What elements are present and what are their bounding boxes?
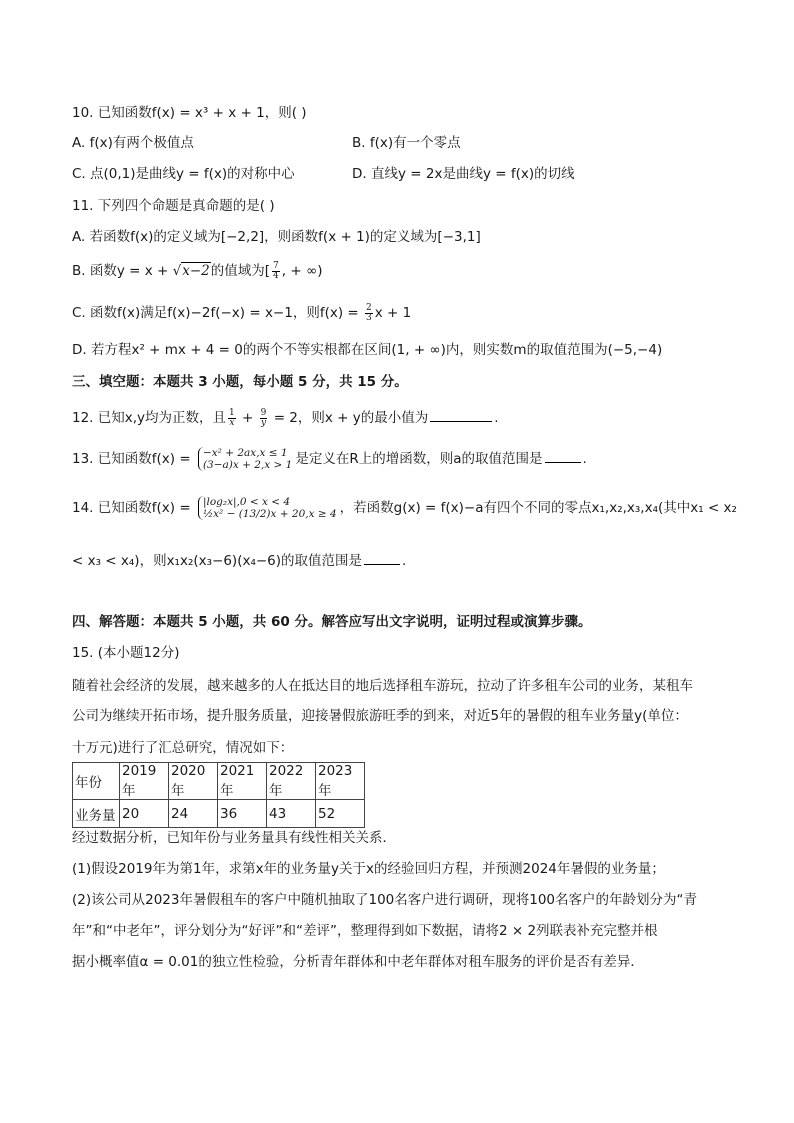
q10-option-b: B. f(x)有一个零点: [352, 135, 461, 151]
q15-paragraph-3: 十万元)进行了汇总研究，情况如下：: [72, 740, 294, 756]
table-cell: 43: [267, 800, 316, 828]
q12-text: 12. 已知x,y均为正数，且: [72, 410, 227, 426]
q14-text3: < x₃ < x₄)，则x₁x₂(x₃−6)(x₄−6)的取值范围是: [72, 553, 363, 569]
q12-fraction-1: [228, 409, 236, 428]
q10-option-d: D. 直线y = 2x是曲线y = f(x)的切线: [352, 166, 575, 182]
table-cell: 年份: [73, 763, 120, 800]
q13-end: .: [582, 451, 587, 467]
table-cell: 24: [169, 800, 218, 828]
numerator: 2: [366, 302, 372, 313]
q15-subquestion-2-line3: 据小概率值α = 0.01的独立性检验，分析青年群体和中老年群体对租车服务的评价是否有差异．: [72, 954, 644, 970]
q13-answer-blank[interactable]: [545, 448, 581, 463]
q14-text2: ，若函数g(x) = f(x)−a有四个不同的零点x₁,x₂,x₃,x₄(其中x₁ < x₂: [339, 500, 737, 516]
q14-answer-blank[interactable]: [364, 550, 400, 565]
q11-stem: 11. 下列四个命题是真命题的是( ): [72, 198, 275, 214]
q11-c-fraction: [365, 304, 373, 323]
rental-business-table: [72, 762, 365, 828]
table-row: [73, 800, 365, 828]
table-cell: 20: [120, 800, 169, 828]
q10-stem: 10. 已知函数f(x) = x³ + x + 1，则( ): [72, 105, 307, 121]
q11-b-text2: 的值域为[: [210, 263, 271, 279]
table-cell: 业务量: [73, 800, 120, 828]
denominator: x: [229, 417, 235, 428]
q11-b-end: , + ∞): [281, 263, 323, 279]
q11-option-c: [72, 303, 411, 323]
q14-text: 14. 已知函数f(x) =: [72, 500, 195, 516]
q15-subquestion-2-line2: 年”和“中老年”，评分划分为“好评”和“差评”，整理得到如下数据，请将2 × 2列联表补充完整并根: [72, 923, 658, 939]
q12-text2: = 2，则x + y的最小值为: [269, 410, 429, 426]
q14-line2: [72, 550, 406, 571]
q13: [72, 447, 587, 471]
table-cell: 2022年: [267, 763, 316, 800]
q11-b-sqrt: x−2: [182, 263, 210, 279]
table-cell: 2023年: [316, 763, 365, 800]
table-cell: 52: [316, 800, 365, 828]
q11-c-text: C. 函数f(x)满足f(x)−2f(−x) = x−1，则f(x) =: [72, 305, 364, 321]
case-1: |log₂x|,0 < x < 4: [202, 496, 291, 508]
q12: [72, 407, 499, 428]
case-2: ½x² − (13/2)x + 20,x ≥ 4: [202, 508, 337, 520]
q11-option-d: D. 若方程x² + mx + 4 = 0的两个不等实根都在区间(1, + ∞)内，则实数m的取值范围为(−5,−4): [72, 342, 663, 358]
q12-end: .: [494, 410, 499, 426]
q10-option-a: A. f(x)有两个极值点: [72, 135, 194, 151]
q12-fraction-2: [260, 409, 268, 428]
q13-piecewise: [198, 447, 292, 471]
numerator: 7: [273, 260, 279, 271]
table-cell: 2020年: [169, 763, 218, 800]
case-1: −x² + 2ax,x ≤ 1: [202, 447, 288, 459]
q11-option-b: B. 函数y = x + √x−2的值域为[ $\frac{7}{4}$ , + ∞): [72, 260, 323, 281]
denominator: 4: [273, 270, 279, 281]
table-cell: 2021年: [218, 763, 267, 800]
q12-answer-blank[interactable]: [430, 407, 492, 422]
q15-paragraph-4: 经过数据分析，已知年份与业务量具有线性相关关系．: [72, 830, 396, 846]
q14-end: .: [402, 553, 407, 569]
denominator: 3: [366, 312, 372, 323]
q15-paragraph-1: 随着社会经济的发展，越来越多的人在抵达目的地后选择租车游玩，拉动了许多租车公司的业务，某租车: [72, 678, 693, 694]
q11-option-a: A. 若函数f(x)的定义域为[−2,2]，则函数f(x + 1)的定义域为[−3,1]: [72, 229, 481, 245]
q11-c-end: x + 1: [374, 305, 412, 321]
q13-text2: 是定义在R上的增函数，则a的取值范围是: [295, 451, 543, 467]
q14: [72, 496, 737, 520]
table-cell: 2019年: [120, 763, 169, 800]
q15-subquestion-1: (1)假设2019年为第1年，求第x年的业务量y关于x的经验回归方程，并预测2024年暑假的业务量；: [72, 861, 665, 877]
q12-plus: +: [237, 410, 258, 426]
numerator: 1: [229, 407, 235, 418]
section-4-heading: 四、解答题：本题共 5 小题，共 60 分。解答应写出文字说明，证明过程或演算步骤。: [72, 614, 592, 630]
q10-option-c: C. 点(0,1)是曲线y = f(x)的对称中心: [72, 166, 295, 182]
table-header-row: [73, 763, 365, 800]
q14-piecewise: [198, 496, 337, 520]
q13-text: 13. 已知函数f(x) =: [72, 451, 195, 467]
q15-heading: 15. (本小题12分): [72, 645, 180, 661]
q15-paragraph-2: 公司为继续开拓市场，提升服务质量，迎接暑假旅游旺季的到来，对近5年的暑假的租车业务量y(单位：: [72, 708, 688, 724]
numerator: 9: [260, 407, 267, 418]
q11-b-text: B. 函数y = x +: [72, 263, 173, 279]
table-cell: 36: [218, 800, 267, 828]
q11-b-fraction: [272, 262, 280, 281]
denominator: y: [260, 417, 267, 428]
case-2: (3−a)x + 2,x > 1: [202, 459, 293, 471]
q15-subquestion-2-line1: (2)该公司从2023年暑假租车的客户中随机抽取了100名客户进行调研，现将100名客户的年龄划分为“青: [72, 892, 698, 908]
section-3-heading: 三、填空题：本题共 3 小题，每小题 5 分，共 15 分。: [72, 374, 408, 390]
